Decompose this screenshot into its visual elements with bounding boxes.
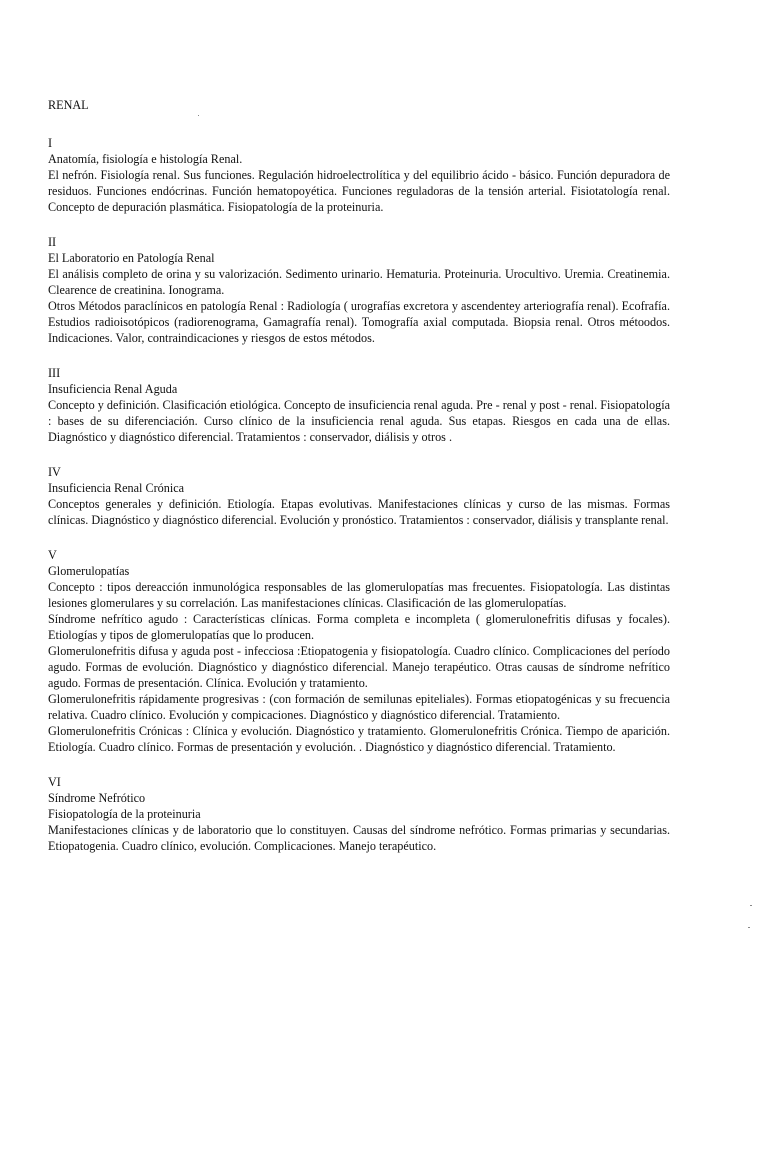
- section-paragraph: Otros Métodos paraclínicos en patología Renal : Radiología ( urografías excretora y ascendentey arteriografía renal). Ecofrafía. Estudios radioisotópicos (radiorenograma, Gamagrafía renal). Tomografía axial computada. Biopsia renal. Otros métoodos. Indicaciones. Valor, contraindicaciones y riesgos de estos métodos.: [48, 299, 670, 345]
- section-5: [48, 547, 670, 755]
- section-paragraph: Glomerulonefritis rápidamente progresivas : (con formación de semilunas epiteliales). Formas etiopatogénicas y su frecuencia relativa. Cuadro clínico. Evolución y compicaciones. Diagnóstico y diagnóstico diferencial. Tratamiento.: [48, 692, 670, 722]
- section-title: Anatomía, fisiología e histología Renal.: [48, 152, 243, 166]
- section-numeral: IV: [48, 465, 61, 479]
- section-paragraph: Concepto : tipos dereacción inmunológica responsables de las glomerulopatías mas frecuentes. Fisiopatología. Las distintas lesiones glomerulares y su correlación. Las manifestaciones clínicas. Clasificación de las glomerulopatías.: [48, 580, 670, 610]
- section-paragraph: Glomerulonefritis difusa y aguda post - infecciosa :Etiopatogenia y fisiopatología. Cuadro clínico. Complicaciones del período agudo. Formas de evolución. Diagnóstico y diagnóstico diferencial. Manejo terapéutico. Otras causas de síndrome nefrítico agudo. Formas de presentación. Clínica. Evolución y tratamiento.: [48, 644, 670, 690]
- scan-speck: [750, 905, 752, 906]
- section-title: Glomerulopatías: [48, 564, 130, 578]
- section-paragraph: Glomerulonefritis Crónicas : Clínica y evolución. Diagnóstico y tratamiento. Glomerulonefritis Crónica. Tiempo de aparición. Etiología. Cuadro clínico. Formas de presentación y evolución. . Diagnóstico y diagnóstico diferencial. Tratamiento.: [48, 724, 670, 754]
- section-paragraph: Concepto y definición. Clasificación etiológica. Concepto de insuficiencia renal aguda. Pre - renal y post - renal. Fisiopatología : bases de su diferenciación. Curso clínico de la insuficiencia renal aguda. Sus etapas. Riesgos en cada una de ellas. Diagnóstico y diagnóstico diferencial. Tratamientos : conservador, diálisis y otros .: [48, 398, 670, 444]
- section-2: [48, 234, 670, 346]
- section-paragraph: El nefrón. Fisiología renal. Sus funciones. Regulación hidroelectrolítica y del equilibrio ácido - básico. Función depuradora de residuos. Funciones endócrinas. Función hematopoyética. Funciones reguladoras de la tensión arterial. Fisiotatología renal. Concepto de depuración plasmática. Fisiopatología de la proteinuria.: [48, 168, 670, 214]
- document-title: RENAL: [48, 98, 89, 112]
- section-title: Insuficiencia Renal Crónica: [48, 481, 185, 495]
- section-numeral: V: [48, 548, 57, 562]
- section-paragraph: Conceptos generales y definición. Etiología. Etapas evolutivas. Manifestaciones clínicas y curso de las mismas. Formas clínicas. Diagnóstico y diagnóstico diferencial. Evolución y pronóstico. Tratamientos : conservador, diálisis y transplante renal.: [48, 497, 670, 527]
- section-title: El Laboratorio en Patología Renal: [48, 251, 215, 265]
- section-title: Síndrome Nefrótico: [48, 791, 146, 805]
- section-title: Insuficiencia Renal Aguda: [48, 382, 178, 396]
- section-numeral: II: [48, 235, 57, 249]
- section-paragraph: Manifestaciones clínicas y de laboratorio que lo constituyen. Causas del síndrome nefrótico. Formas primarias y secundarias. Etiopatogenia. Cuadro clínico, evolución. Complicaciones. Manejo terapéutico.: [48, 823, 670, 853]
- scan-speck: [748, 927, 750, 928]
- section-6: [48, 774, 670, 854]
- section-paragraph: Síndrome nefrítico agudo : Características clínicas. Forma completa e incompleta ( glomerulonefritis difusas y focales). Etiologías y tipos de glomerulopatías que lo producen.: [48, 612, 670, 642]
- section-numeral: VI: [48, 775, 61, 789]
- scan-speck: [198, 115, 199, 116]
- section-4: [48, 464, 670, 528]
- section-1: [48, 135, 670, 215]
- section-3: [48, 365, 670, 445]
- section-numeral: I: [48, 136, 53, 150]
- document-page: [48, 97, 670, 873]
- section-paragraph: El análisis completo de orina y su valorización. Sedimento urinario. Hematuria. Proteinuria. Urocultivo. Uremia. Creatinemia. Clearence de creatinina. Ionograma.: [48, 267, 670, 297]
- section-numeral: III: [48, 366, 61, 380]
- section-paragraph: Fisiopatología de la proteinuria: [48, 807, 201, 821]
